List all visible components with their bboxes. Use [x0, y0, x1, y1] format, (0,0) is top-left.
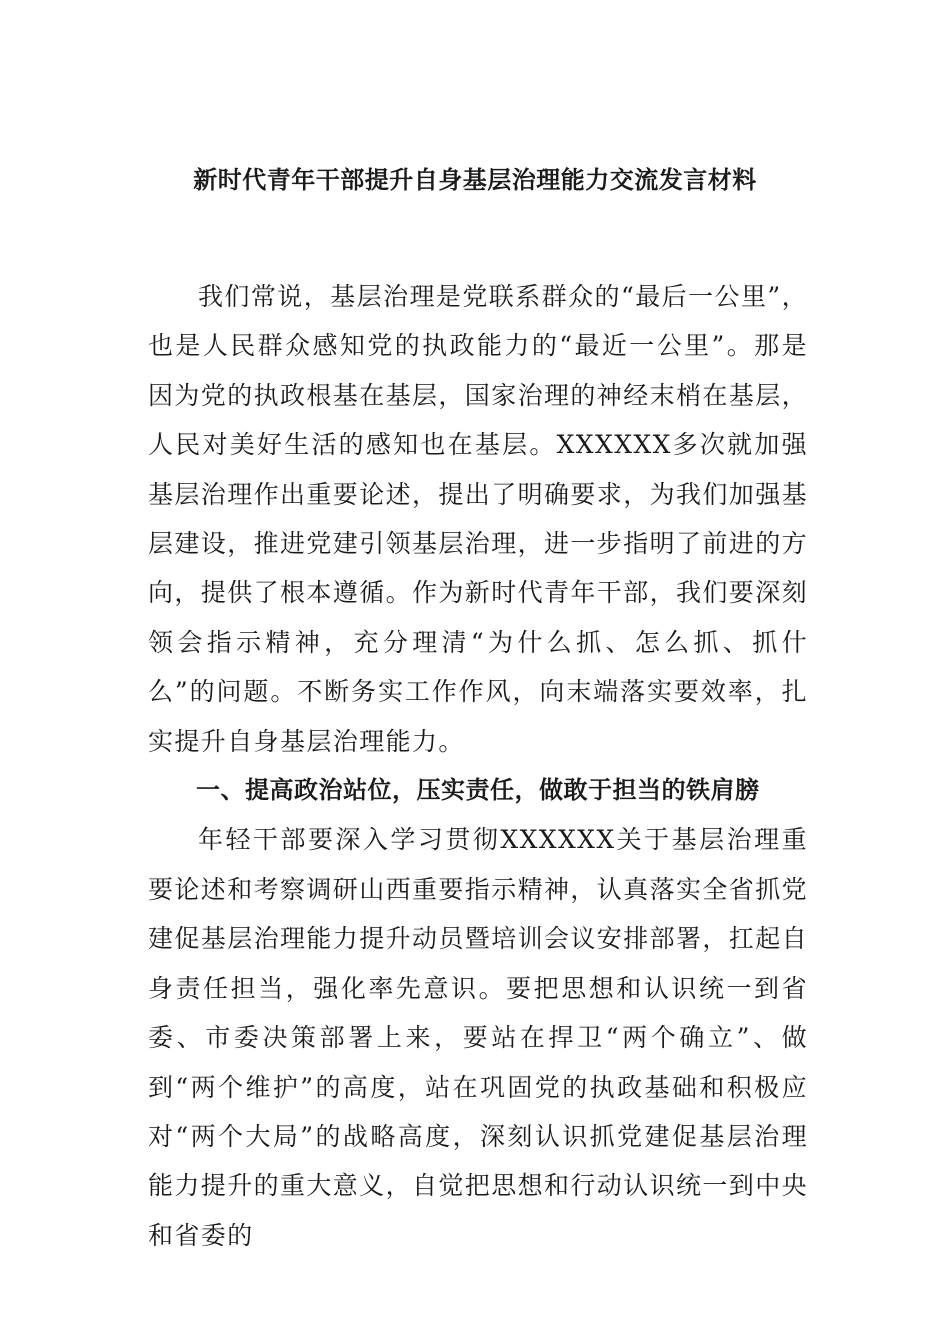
section-paragraph-1: 年轻干部要深入学习贯彻XXXXXX关于基层治理重要论述和考察调研山西重要指示精神，认真落实全省抓党建促基层治理能力提升动员暨培训会议安排部署，扛起自身责任担当，强化率先意识。要把思想和认识统一到省委、市委决策部署上来，要站在捍卫“两个确立”、做到“两个维护”的高度，站在巩固党的执政基础和积极应对“两个大局”的战略高度，深刻认识抓党建促基层治理能力提升的重大意义，自觉把思想和行动认识统一到中央和省委的 — [148, 825, 809, 1250]
section-heading-1: 一、提高政治站位，压实责任，做敢于担当的铁肩膀 — [196, 776, 760, 805]
intro-paragraph: 我们常说，基层治理是党联系群众的“最后一公里”，也是人民群众感知党的执政能力的“最近一公里”。那是因为党的执政根基在基层，国家治理的神经末梢在基层，人民对美好生活的感知也在基层。XXXXXX多次就加强基层治理作出重要论述，提出了明确要求，为我们加强基层建设，推进党建引领基层治理，进一步指明了前进的方向，提供了根本遵循。作为新时代青年干部，我们要深刻领会指示精神，充分理清“为什么抓、怎么抓、抓什么”的问题。不断务实工作作风，向末端落实要效率，扎实提升自身基层治理能力。 — [148, 282, 809, 756]
document-body — [148, 272, 808, 1260]
document-title: 新时代青年干部提升自身基层治理能力交流发言材料 — [193, 166, 757, 194]
